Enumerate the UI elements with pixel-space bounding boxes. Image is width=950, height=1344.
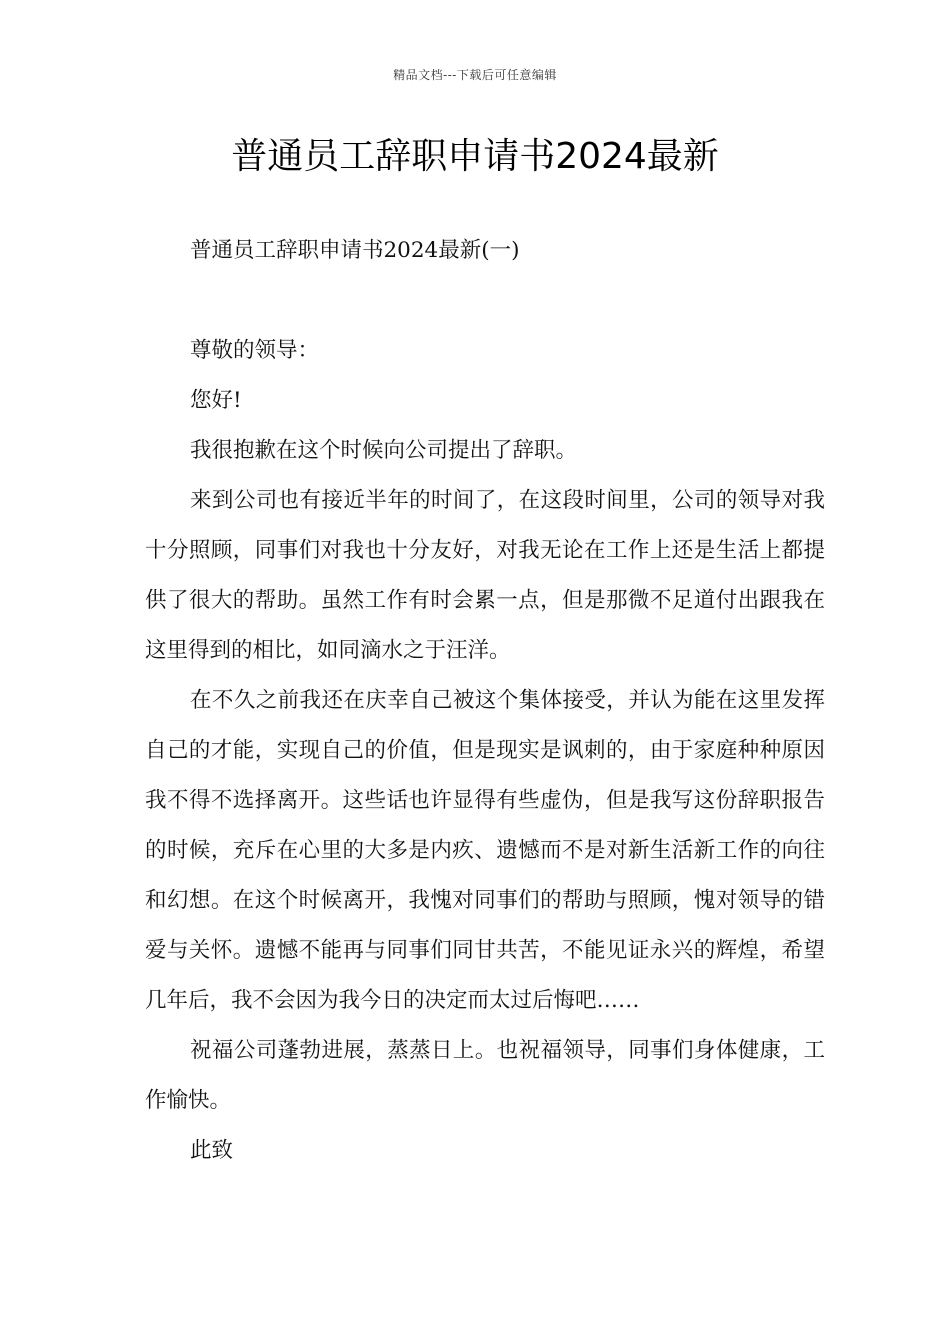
paragraph-reasons: 在不久之前我还在庆幸自己被这个集体接受，并认为能在这里发挥自己的才能，实现自己的价值，但是现实是讽刺的，由于家庭种种原因我不得不选择离开。这些话也许显得有些虚伪，但是我写这份辞职报告的时候，充斥在心里的大多是内疚、遗憾而不是对新生活新工作的向往和幻想。在这个时候离开，我愧对同事们的帮助与照顾，愧对领导的错爱与关怀。遗憾不能再与同事们同甘共苦，不能见证永兴的辉煌，希望几年后，我不会因为我今日的决定而太过后悔吧…… (145, 688, 825, 1013)
paragraph-apology: 我很抱歉在这个时候向公司提出了辞职。 (190, 438, 578, 463)
paragraph-gratitude: 来到公司也有接近半年的时间了，在这段时间里，公司的领导对我十分照顾，同事们对我也十分友好，对我无论在工作上还是生活上都提供了很大的帮助。虽然工作有时会累一点，但是那微不足道付出跟我在这里得到的相比，如同滴水之于汪洋。 (145, 488, 825, 663)
subtitle-block (145, 226, 825, 276)
subtitle: 普通员工辞职申请书2024最新(一) (190, 238, 520, 263)
salutation: 尊敬的领导： (190, 338, 320, 363)
document-title: 普通员工辞职申请书2024最新 (231, 136, 719, 177)
closing: 此致 (190, 1138, 234, 1163)
header-note: 精品文档---下载后可任意编辑 (393, 68, 557, 82)
letter-body (145, 326, 825, 1176)
paragraph-wishes: 祝福公司蓬勃进展，蒸蒸日上。也祝福领导，同事们身体健康，工作愉快。 (145, 1038, 825, 1113)
greeting: 您好! (190, 388, 242, 413)
